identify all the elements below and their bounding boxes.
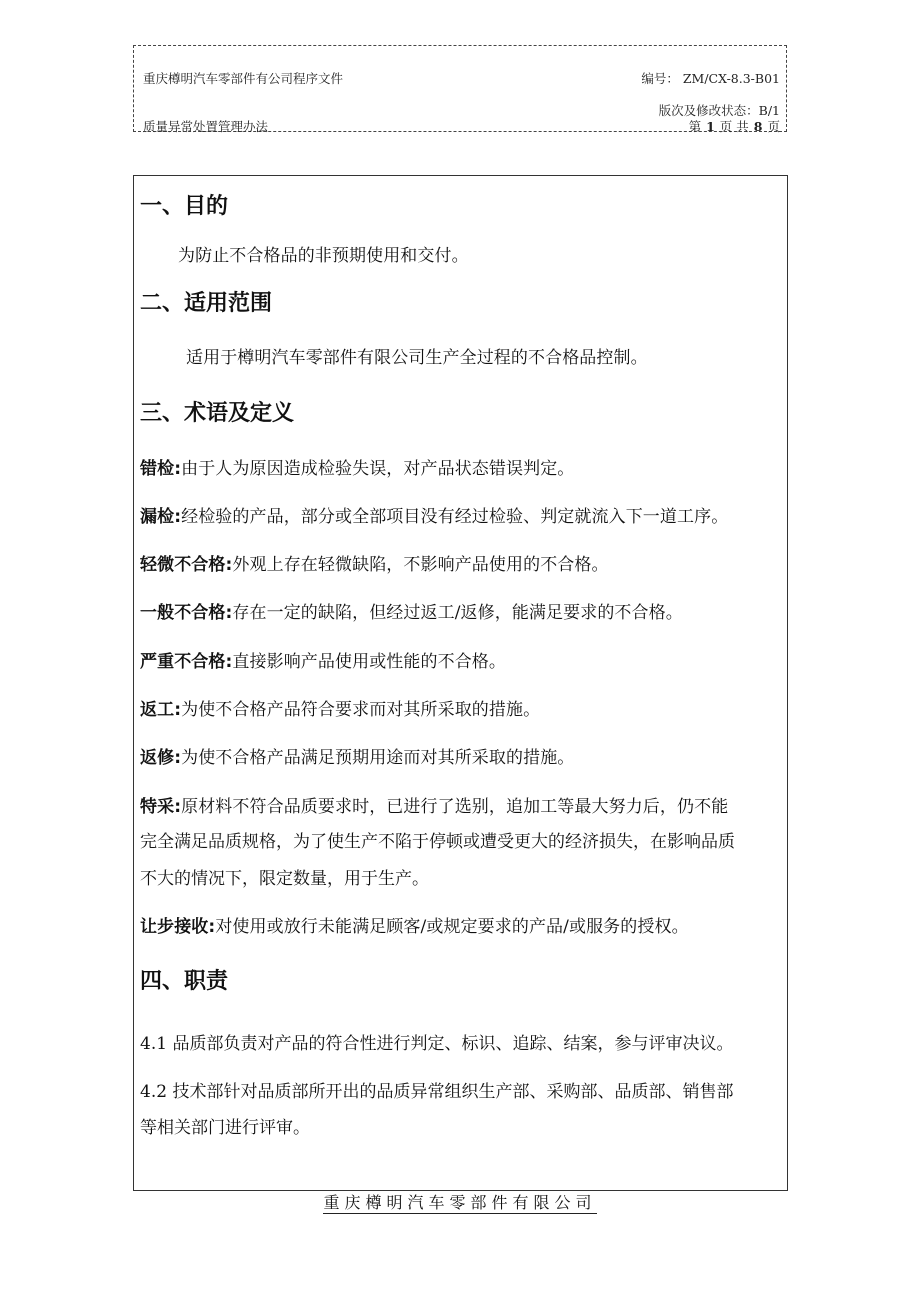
section-duties-heading: 四、职责: [140, 969, 229, 994]
term-definition: 对使用或放行未能满足顾客/或规定要求的产品/或服务的授权。: [215, 917, 689, 937]
term-definition: 由于人为原因造成检验失误，对产品状态错误判定。: [181, 459, 575, 479]
term-definition: 外观上存在轻微缺陷，不影响产品使用的不合格。: [232, 555, 609, 575]
term-label: 一般不合格:: [140, 603, 233, 623]
term-label: 特采:: [140, 797, 182, 817]
term-definition: 存在一定的缺陷，但经过返工/返修，能满足要求的不合格。: [232, 603, 683, 623]
term-item: [140, 502, 728, 527]
page-prefix: 第: [688, 119, 702, 134]
section-purpose-heading: 一、目的: [140, 194, 229, 219]
duty-item-2: 4.2 技术部针对品质部所开出的品质异常组织生产部、采购部、品质部、销售部: [140, 1082, 734, 1102]
section-purpose-text: 为防止不合格品的非预期使用和交付。: [178, 246, 469, 266]
header-company: 重庆樽明汽车零部件有公司程序文件: [143, 71, 344, 86]
page-total: 8: [753, 119, 763, 134]
term-label: 漏检:: [140, 507, 182, 527]
term-definition: 为使不合格产品满足预期用途而对其所采取的措施。: [181, 748, 575, 768]
footer-company: 重庆樽明汽车零部件有限公司: [323, 1193, 597, 1212]
page-mid: 页 共: [719, 119, 749, 134]
term-definition: 为使不合格产品符合要求而对其所采取的措施。: [181, 700, 541, 720]
section-scope-text: 适用于樽明汽车零部件有限公司生产全过程的不合格品控制。: [186, 348, 648, 368]
page-suffix: 页: [767, 119, 780, 134]
term-item: [140, 647, 506, 672]
term-item: [140, 598, 683, 623]
term-definition: 经检验的产品，部分或全部项目没有经过检验、判定就流入下一道工序。: [181, 507, 729, 527]
duty-item-2-continuation: 等相关部门进行评审。: [140, 1118, 310, 1138]
page-footer: [0, 1190, 920, 1213]
term-definition: 原材料不符合品质要求时，已进行了选别，追加工等最大努力后，仍不能: [181, 797, 729, 817]
term-continuation: 不大的情况下，限定数量，用于生产。: [140, 869, 429, 889]
term-item: [140, 454, 574, 479]
term-item: [140, 743, 574, 768]
term-label: 轻微不合格:: [140, 555, 233, 575]
header-version: 版次及修改状态：B/1: [658, 103, 780, 118]
term-item: [140, 912, 689, 937]
term-continuation: 完全满足品质规格，为了使生产不陷于停顿或遭受更大的经济损失，在影响品质: [140, 832, 735, 852]
term-item: [140, 792, 728, 817]
section-scope-heading: 二、适用范围: [140, 291, 273, 316]
term-label: 严重不合格:: [140, 652, 233, 672]
header-doc-title: 质量异常处置管理办法: [143, 119, 269, 134]
term-label: 返工:: [140, 700, 182, 720]
term-label: 错检:: [140, 459, 182, 479]
term-label: 让步接收:: [140, 917, 216, 937]
document-header: [133, 45, 787, 132]
header-page-number: [689, 117, 780, 135]
content-frame: [133, 175, 788, 1191]
term-item: [140, 695, 540, 720]
header-doc-code: 编号： ZM/CX-8.3-B01: [641, 71, 780, 86]
term-definition: 直接影响产品使用或性能的不合格。: [232, 652, 507, 672]
duty-item-1: 4.1 品质部负责对产品的符合性进行判定、标识、追踪、结案，参与评审决议。: [140, 1034, 734, 1054]
page-current: 1: [706, 119, 715, 134]
term-item: [140, 550, 609, 575]
section-terms-heading: 三、术语及定义: [140, 401, 295, 426]
term-label: 返修:: [140, 748, 182, 768]
